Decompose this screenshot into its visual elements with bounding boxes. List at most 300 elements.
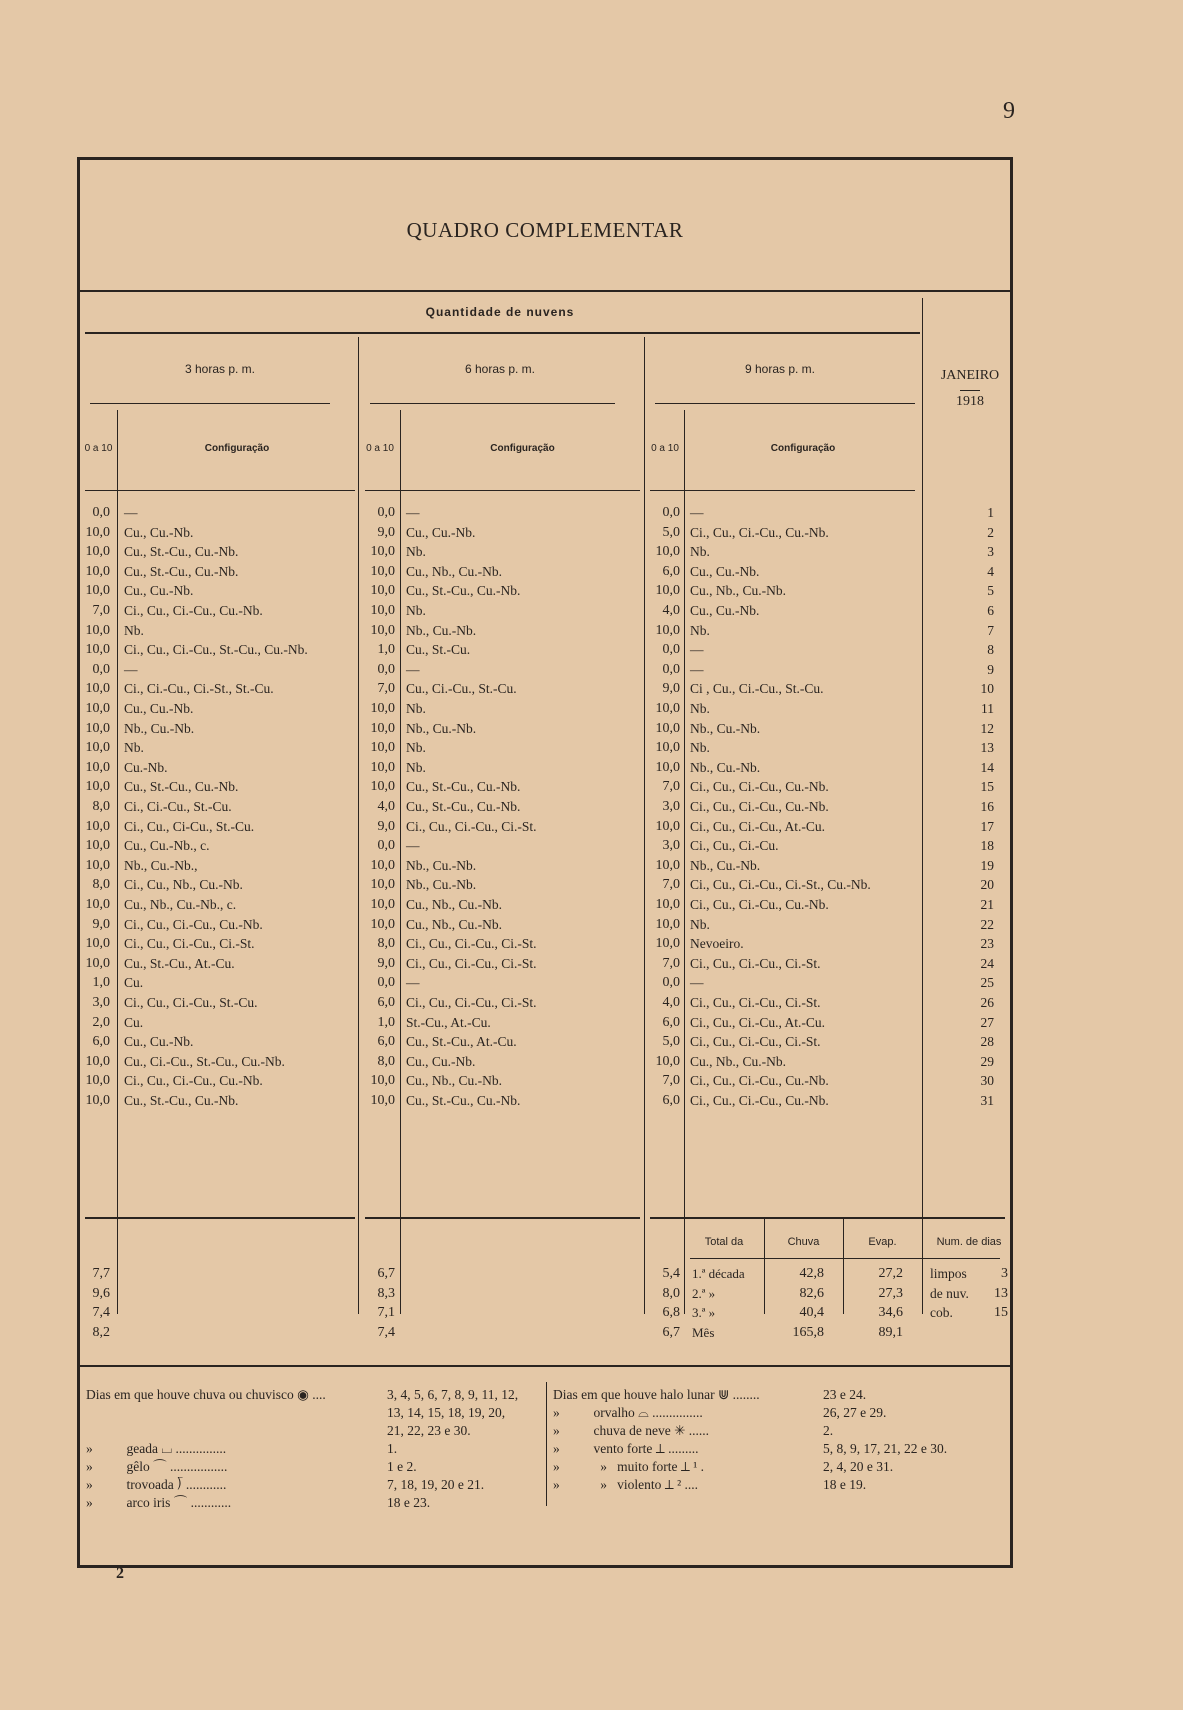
summary-mean-9pm: 6,8 xyxy=(662,1305,680,1321)
sub-rule-2 xyxy=(370,403,615,404)
summary-mean-3pm: 7,4 xyxy=(92,1305,110,1321)
amount-3pm: 10,0 xyxy=(85,1093,110,1108)
amount-9pm: 10,0 xyxy=(655,701,680,716)
config-6pm: Nb. xyxy=(406,603,426,618)
day-number: 6 xyxy=(987,603,994,618)
amount-6pm: 10,0 xyxy=(370,857,395,873)
amount-9pm: 10,0 xyxy=(655,740,680,756)
amount-3pm: 10,0 xyxy=(85,681,110,697)
summary-rain: 40,4 xyxy=(799,1305,824,1321)
summary-rain: 165,8 xyxy=(792,1324,824,1340)
config-6pm: Cu., Nb., Cu.-Nb. xyxy=(406,563,503,579)
col-divider-b xyxy=(400,410,401,1254)
config-3pm: Cu., St.-Cu., Cu.-Nb. xyxy=(124,1093,239,1108)
config-3pm: Cu., Cu.-Nb., c. xyxy=(124,838,210,854)
amount-header-6pm: 0 a 10 xyxy=(366,443,394,454)
amount-9pm: 10,0 xyxy=(655,622,680,638)
config-3pm: Ci., Cu., Ci.-Cu., Ci.-St. xyxy=(124,936,255,952)
config-3pm: — xyxy=(124,505,138,520)
amount-header-9pm: 0 a 10 xyxy=(651,443,679,454)
legend-right-value: 5, 8, 9, 17, 21, 22 e 30. xyxy=(823,1441,948,1456)
amount-3pm: 10,0 xyxy=(85,622,110,638)
config-6pm: Nb., Cu.-Nb. xyxy=(406,720,477,736)
amount-6pm: 9,0 xyxy=(377,524,395,540)
summary-mean-6pm: 7,4 xyxy=(377,1324,395,1340)
amount-9pm: 6,0 xyxy=(662,563,680,579)
summary-mean-6pm: 7,1 xyxy=(377,1305,395,1321)
summary-period: 3.ª » xyxy=(692,1305,716,1321)
config-9pm: Nb., Cu.-Nb. xyxy=(690,720,761,736)
day-number: 3 xyxy=(987,544,994,560)
amount-3pm: 10,0 xyxy=(85,955,110,971)
day-number: 11 xyxy=(981,701,994,716)
summary-total-header: Total da xyxy=(704,1236,744,1248)
config-9pm: Nb. xyxy=(690,701,710,716)
day-number: 24 xyxy=(980,955,994,971)
amount-6pm: 10,0 xyxy=(370,701,395,716)
amount-6pm: 0,0 xyxy=(377,838,395,854)
amount-9pm: 7,0 xyxy=(662,779,680,795)
legend-right-label: » » muito forte ⟂ ¹ . xyxy=(553,1459,705,1474)
day-number: 9 xyxy=(987,661,994,677)
amount-6pm: 9,0 xyxy=(377,955,395,971)
amount-3pm: 10,0 xyxy=(85,583,110,599)
day-number: 23 xyxy=(980,936,994,952)
config-9pm: Cu., Nb., Cu.-Nb. xyxy=(690,583,787,599)
amount-3pm: 10,0 xyxy=(85,759,110,775)
amount-9pm: 10,0 xyxy=(655,544,680,560)
col-divider-c xyxy=(684,410,685,1254)
legend-left-label: » geada ⌴ ............... xyxy=(86,1441,227,1456)
summary-mean-9pm: 6,7 xyxy=(662,1324,680,1340)
amount-3pm: 10,0 xyxy=(85,1073,110,1089)
amount-3pm: 10,0 xyxy=(85,897,110,912)
amount-3pm: 10,0 xyxy=(85,740,110,756)
legend-right-label: Dias em que houve halo lunar ⋓ ........ xyxy=(553,1387,760,1402)
amount-9pm: 10,0 xyxy=(655,1053,680,1069)
header-bottom-2 xyxy=(365,490,640,491)
summary-mean-3pm: 7,7 xyxy=(92,1266,110,1281)
config-6pm: Cu., St.-Cu., Cu.-Nb. xyxy=(406,583,521,599)
legend-rule xyxy=(80,1365,1010,1367)
summary-rain: 82,6 xyxy=(799,1285,824,1301)
amount-3pm: 2,0 xyxy=(92,1014,110,1030)
period-6pm: 6 horas p. m. xyxy=(464,362,536,376)
amount-6pm: 10,0 xyxy=(370,916,395,932)
cloud-quantity-header: Quantidade de nuvens xyxy=(425,305,575,319)
config-3pm: Ci., Cu., Ci.-Cu., St.-Cu., Cu.-Nb. xyxy=(124,642,308,658)
legend-left-value: 1. xyxy=(387,1441,398,1456)
amount-6pm: 10,0 xyxy=(370,1073,395,1089)
day-number: 16 xyxy=(980,799,994,814)
summary-period: Mês xyxy=(692,1324,715,1340)
day-number: 27 xyxy=(980,1014,994,1030)
config-9pm: Ci., Cu., Ci.-Cu., Ci.-St., Cu.-Nb. xyxy=(690,877,871,893)
config-3pm: Cu., Cu.-Nb. xyxy=(124,701,194,716)
amount-6pm: 10,0 xyxy=(370,740,395,756)
amount-9pm: 7,0 xyxy=(662,1073,680,1089)
config-3pm: Ci., Cu., Ci.-Cu., Cu.-Nb. xyxy=(124,916,263,932)
amount-9pm: 10,0 xyxy=(655,720,680,736)
config-3pm: Cu., Ci.-Cu., St.-Cu., Cu.-Nb. xyxy=(124,1053,285,1069)
amount-3pm: 10,0 xyxy=(85,779,110,795)
config-6pm: Cu., St.-Cu., At.-Cu. xyxy=(406,1034,517,1050)
legend-right-label: » chuva de neve ✳ ...... xyxy=(553,1423,710,1438)
config-6pm: Cu., Nb., Cu.-Nb. xyxy=(406,897,503,912)
config-9pm: Ci., Cu., Ci.-Cu. xyxy=(690,838,779,854)
config-3pm: Cu. xyxy=(124,1014,144,1030)
legend-right-value: 26, 27 e 29. xyxy=(823,1405,887,1420)
page-title: QUADRO COMPLEMENTAR xyxy=(406,218,684,242)
config-3pm: Ci., Ci.-Cu., Ci.-St., St.-Cu. xyxy=(124,681,274,697)
day-number: 28 xyxy=(980,1034,994,1050)
amount-6pm: 0,0 xyxy=(377,661,395,677)
legend-left-value: 18 e 23. xyxy=(387,1495,431,1510)
config-9pm: Ci., Cu., Ci.-Cu., Cu.-Nb. xyxy=(690,897,829,912)
config-3pm: Cu., St.-Cu., Cu.-Nb. xyxy=(124,563,239,579)
amount-9pm: 0,0 xyxy=(662,975,680,991)
amount-6pm: 1,0 xyxy=(377,642,395,658)
config-9pm: Ci., Cu., Ci.-Cu., Cu.-Nb. xyxy=(690,799,829,814)
config-3pm: Cu., St.-Cu., Cu.-Nb. xyxy=(124,779,239,795)
config-9pm: Ci., Cu., Ci.-Cu., Ci.-St. xyxy=(690,1034,821,1050)
amount-3pm: 10,0 xyxy=(85,936,110,952)
config-3pm: Nb. xyxy=(124,740,144,756)
config-3pm: Cu., Cu.-Nb. xyxy=(124,583,194,599)
amount-6pm: 10,0 xyxy=(370,563,395,579)
config-3pm: Ci., Ci.-Cu., St.-Cu. xyxy=(124,799,232,814)
legend-right-value: 2. xyxy=(823,1423,834,1438)
config-3pm: Ci., Cu., Ci-Cu., St.-Cu. xyxy=(124,818,255,834)
day-number: 30 xyxy=(980,1073,994,1089)
summary-mean-9pm: 8,0 xyxy=(662,1285,680,1301)
config-6pm: Nb. xyxy=(406,740,426,756)
config-6pm: Nb. xyxy=(406,701,426,716)
amount-3pm: 10,0 xyxy=(85,720,110,736)
config-6pm: Cu., Cu.-Nb. xyxy=(406,1053,476,1069)
config-9pm: Cu., Cu.-Nb. xyxy=(690,563,760,579)
config-9pm: Nb. xyxy=(690,916,710,932)
amount-3pm: 10,0 xyxy=(85,642,110,658)
config-3pm: Cu., St.-Cu., At.-Cu. xyxy=(124,955,235,971)
summary-day-label: limpos xyxy=(930,1266,967,1281)
amount-9pm: 10,0 xyxy=(655,857,680,873)
summary-day-count: 15 xyxy=(994,1305,1008,1321)
config-6pm: Cu., Nb., Cu.-Nb. xyxy=(406,916,503,932)
config-3pm: Cu., Cu.-Nb. xyxy=(124,1034,194,1050)
config-3pm: Cu., Cu.-Nb. xyxy=(124,524,194,540)
page-number: 9 xyxy=(1003,98,1015,124)
config-6pm: Cu., St.-Cu., Cu.-Nb. xyxy=(406,779,521,795)
config-9pm: Ci., Cu., Ci.-Cu., Cu.-Nb. xyxy=(690,779,829,795)
legend-right-label: » vento forte ⟂ ......... xyxy=(553,1441,699,1456)
config-9pm: Nb. xyxy=(690,622,710,638)
legend-left-label: » trovoada ⟌ ............ xyxy=(86,1477,227,1492)
sub-rule-1 xyxy=(90,403,330,404)
amount-9pm: 5,0 xyxy=(662,524,680,540)
config-9pm: Ci., Cu., Ci.-Cu., Ci.-St. xyxy=(690,955,821,971)
day-number: 1 xyxy=(987,505,994,520)
day-number: 5 xyxy=(987,583,994,599)
amount-9pm: 4,0 xyxy=(662,603,680,618)
config-9pm: Cu., Cu.-Nb. xyxy=(690,603,760,618)
summary-col-b xyxy=(358,1218,359,1314)
amount-3pm: 0,0 xyxy=(92,661,110,677)
config-6pm: Cu., Ci.-Cu., St.-Cu. xyxy=(406,681,517,697)
amount-6pm: 10,0 xyxy=(370,544,395,560)
amount-6pm: 10,0 xyxy=(370,779,395,795)
day-number: 29 xyxy=(980,1053,994,1069)
config-9pm: Ci., Cu., Ci.-Cu., Cu.-Nb. xyxy=(690,524,829,540)
amount-6pm: 8,0 xyxy=(377,1053,395,1069)
legend-divider xyxy=(546,1382,547,1506)
day-number: 18 xyxy=(980,838,994,854)
col-divider-a xyxy=(117,410,118,1254)
amount-9pm: 10,0 xyxy=(655,818,680,834)
summary-col-a xyxy=(117,1218,118,1314)
amount-6pm: 1,0 xyxy=(377,1014,395,1030)
config-6pm: Nb. xyxy=(406,759,426,775)
config-6pm: Nb., Cu.-Nb. xyxy=(406,622,477,638)
config-9pm: Ci., Cu., Ci.-Cu., Ci.-St. xyxy=(690,995,821,1010)
day-number: 4 xyxy=(987,563,994,579)
amount-6pm: 6,0 xyxy=(377,1034,395,1050)
amount-9pm: 4,0 xyxy=(662,995,680,1010)
summary-rule-3 xyxy=(650,1217,1005,1219)
summary-mean-6pm: 8,3 xyxy=(377,1285,395,1301)
amount-6pm: 8,0 xyxy=(377,936,395,952)
summary-rule-1 xyxy=(85,1217,355,1219)
config-9pm: — xyxy=(690,661,704,677)
summary-day-label: de nuv. xyxy=(930,1285,969,1301)
config-6pm: Cu., Cu.-Nb. xyxy=(406,524,476,540)
summary-mean-9pm: 5,4 xyxy=(662,1266,680,1281)
header-bottom-1 xyxy=(85,490,355,491)
amount-9pm: 3,0 xyxy=(662,799,680,814)
amount-9pm: 3,0 xyxy=(662,838,680,854)
config-6pm: Cu., Nb., Cu.-Nb. xyxy=(406,1073,503,1089)
config-6pm: St.-Cu., At.-Cu. xyxy=(406,1014,491,1030)
amount-3pm: 1,0 xyxy=(92,975,110,991)
table-frame xyxy=(77,157,1013,1568)
period-3pm: 3 horas p. m. xyxy=(184,362,256,376)
month-rule xyxy=(960,390,980,391)
amount-3pm: 6,0 xyxy=(92,1034,110,1050)
legend-right-label: » » violento ⟂ ² .... xyxy=(553,1477,699,1492)
amount-9pm: 0,0 xyxy=(662,642,680,658)
day-number: 8 xyxy=(987,642,994,658)
day-number: 12 xyxy=(980,720,994,736)
config-9pm: Ci., Cu., Ci.-Cu., At.-Cu. xyxy=(690,818,826,834)
footer-number: 2 xyxy=(116,1565,124,1582)
summary-days-header: Num. de dias xyxy=(936,1236,1002,1248)
amount-6pm: 10,0 xyxy=(370,583,395,599)
amount-9pm: 6,0 xyxy=(662,1093,680,1108)
legend-right-label: » orvalho ⌓ ............... xyxy=(553,1405,703,1420)
day-number: 17 xyxy=(980,818,994,834)
legend-left-label: » gêlo ⌒ ................. xyxy=(86,1459,228,1474)
config-header-6pm: Configuração xyxy=(490,443,555,454)
config-6pm: — xyxy=(406,505,420,520)
config-header-9pm: Configuração xyxy=(770,443,836,454)
config-6pm: Ci., Cu., Ci.-Cu., Ci.-St. xyxy=(406,936,537,952)
col-divider-2 xyxy=(644,337,645,1254)
summary-day-count: 13 xyxy=(994,1285,1008,1301)
amount-9pm: 10,0 xyxy=(655,916,680,932)
summary-mean-3pm: 9,6 xyxy=(92,1285,110,1301)
legend-right-value: 2, 4, 20 e 31. xyxy=(823,1459,894,1474)
day-number: 20 xyxy=(980,877,994,893)
config-3pm: Cu.-Nb. xyxy=(124,759,168,775)
day-number: 22 xyxy=(980,916,994,932)
config-6pm: Cu., St.-Cu. xyxy=(406,642,471,658)
summary-day-count: 3 xyxy=(1001,1266,1008,1281)
legend-right-value: 18 e 19. xyxy=(823,1477,867,1492)
amount-9pm: 10,0 xyxy=(655,583,680,599)
amount-3pm: 0,0 xyxy=(92,505,110,520)
config-6pm: Nb., Cu.-Nb. xyxy=(406,857,477,873)
day-number: 31 xyxy=(980,1093,994,1108)
config-6pm: Nb. xyxy=(406,544,426,560)
summary-rule-2 xyxy=(365,1217,640,1219)
config-3pm: Nb., Cu.-Nb. xyxy=(124,720,195,736)
config-6pm: — xyxy=(406,661,420,677)
amount-6pm: 7,0 xyxy=(377,681,395,697)
summary-evap: 34,6 xyxy=(878,1305,903,1321)
amount-3pm: 10,0 xyxy=(85,1053,110,1069)
legend-left-label: » arco iris ⌒ ............ xyxy=(86,1495,232,1510)
amount-6pm: 10,0 xyxy=(370,1093,395,1108)
amount-3pm: 10,0 xyxy=(85,857,110,873)
summary-col-c xyxy=(400,1218,401,1314)
header-bottom-3 xyxy=(650,490,915,491)
summary-evap-header: Evap. xyxy=(868,1236,897,1248)
amount-6pm: 0,0 xyxy=(377,975,395,991)
amount-3pm: 7,0 xyxy=(92,603,110,618)
summary-day-label: cob. xyxy=(930,1305,953,1321)
summary-col-d xyxy=(644,1218,645,1314)
config-9pm: — xyxy=(690,975,704,991)
summary-rain-header: Chuva xyxy=(787,1236,820,1248)
config-header-3pm: Configuração xyxy=(204,443,270,454)
amount-9pm: 0,0 xyxy=(662,505,680,520)
amount-9pm: 10,0 xyxy=(655,936,680,952)
legend-left-value: 3, 4, 5, 6, 7, 8, 9, 11, 12, 13, 14, 15, 18, 19, 20, 21, 22, 23 e 30. xyxy=(387,1387,519,1438)
amount-6pm: 4,0 xyxy=(377,799,395,814)
amount-9pm: 7,0 xyxy=(662,877,680,893)
config-3pm: Ci., Cu., Ci.-Cu., St.-Cu. xyxy=(124,995,258,1010)
config-6pm: — xyxy=(406,975,420,991)
amount-3pm: 3,0 xyxy=(92,995,110,1010)
amount-9pm: 6,0 xyxy=(662,1014,680,1030)
amount-3pm: 8,0 xyxy=(92,877,110,893)
config-9pm: Nb., Cu.-Nb. xyxy=(690,857,761,873)
summary-period: 2.ª » xyxy=(692,1285,716,1301)
amount-6pm: 0,0 xyxy=(377,505,395,520)
config-9pm: Ci., Cu., Ci.-Cu., Cu.-Nb. xyxy=(690,1093,829,1108)
day-number: 14 xyxy=(980,759,994,775)
config-6pm: Ci., Cu., Ci.-Cu., Ci.-St. xyxy=(406,955,537,971)
amount-6pm: 9,0 xyxy=(377,818,395,834)
config-9pm: Cu., Nb., Cu.-Nb. xyxy=(690,1053,787,1069)
month-label: JANEIRO xyxy=(940,368,1000,383)
header-rule xyxy=(85,332,920,334)
amount-9pm: 7,0 xyxy=(662,955,680,971)
config-9pm: Nb. xyxy=(690,544,710,560)
amount-3pm: 9,0 xyxy=(92,916,110,932)
amount-6pm: 10,0 xyxy=(370,759,395,775)
amount-3pm: 8,0 xyxy=(92,799,110,814)
day-number: 26 xyxy=(980,995,994,1010)
day-number: 19 xyxy=(980,857,994,873)
day-number: 10 xyxy=(980,681,994,697)
day-number: 13 xyxy=(980,740,994,756)
day-number: 21 xyxy=(980,897,994,912)
title-divider xyxy=(80,290,1010,292)
day-number: 2 xyxy=(987,524,994,540)
config-9pm: Nb., Cu.-Nb. xyxy=(690,759,761,775)
year-label: 1918 xyxy=(956,394,984,409)
amount-3pm: 10,0 xyxy=(85,544,110,560)
summary-mean-6pm: 6,7 xyxy=(377,1266,395,1281)
config-9pm: Ci , Cu., Ci.-Cu., St.-Cu. xyxy=(690,681,824,697)
summary-evap: 27,3 xyxy=(878,1285,903,1301)
config-9pm: — xyxy=(690,642,704,658)
amount-3pm: 10,0 xyxy=(85,701,110,716)
config-3pm: Cu. xyxy=(124,975,144,991)
amount-6pm: 10,0 xyxy=(370,897,395,912)
config-6pm: Cu., St.-Cu., Cu.-Nb. xyxy=(406,1093,521,1108)
amount-3pm: 10,0 xyxy=(85,838,110,854)
summary-rain: 42,8 xyxy=(799,1266,824,1281)
summary-mean-3pm: 8,2 xyxy=(92,1324,110,1340)
period-9pm: 9 horas p. m. xyxy=(744,362,816,376)
config-3pm: Cu., St.-Cu., Cu.-Nb. xyxy=(124,544,239,560)
amount-9pm: 0,0 xyxy=(662,661,680,677)
config-3pm: Ci., Cu., Ci.-Cu., Cu.-Nb. xyxy=(124,603,263,618)
amount-3pm: 10,0 xyxy=(85,524,110,540)
amount-6pm: 10,0 xyxy=(370,622,395,638)
legend-right-value: 23 e 24. xyxy=(823,1387,867,1402)
amount-3pm: 10,0 xyxy=(85,563,110,579)
summary-header-rule xyxy=(690,1258,1000,1259)
day-number: 25 xyxy=(980,975,994,991)
config-6pm: — xyxy=(406,838,420,854)
config-9pm: Ci., Cu., Ci.-Cu., Cu.-Nb. xyxy=(690,1073,829,1089)
amount-6pm: 10,0 xyxy=(370,877,395,893)
summary-period: 1.ª década xyxy=(692,1266,745,1281)
legend-left-label: Dias em que houve chuva ou chuvisco ◉ .... xyxy=(86,1387,326,1402)
config-9pm: Ci., Cu., Ci.-Cu., At.-Cu. xyxy=(690,1014,826,1030)
config-3pm: Nb., Cu.-Nb., xyxy=(124,857,198,873)
config-9pm: Nb. xyxy=(690,740,710,756)
summary-evap: 89,1 xyxy=(878,1324,903,1340)
config-6pm: Ci., Cu., Ci.-Cu., Ci.-St. xyxy=(406,995,537,1010)
amount-9pm: 10,0 xyxy=(655,897,680,912)
config-6pm: Nb., Cu.-Nb. xyxy=(406,877,477,893)
config-9pm: Nevoeiro. xyxy=(690,936,744,952)
amount-3pm: 10,0 xyxy=(85,818,110,834)
amount-header-3pm: 0 a 10 xyxy=(84,443,113,454)
legend-left-value: 1 e 2. xyxy=(387,1459,417,1474)
config-3pm: Nb. xyxy=(124,622,144,638)
summary-evap: 27,2 xyxy=(878,1266,903,1281)
amount-6pm: 10,0 xyxy=(370,603,395,618)
config-3pm: Ci., Cu., Nb., Cu.-Nb. xyxy=(124,877,243,893)
amount-6pm: 6,0 xyxy=(377,995,395,1010)
legend-left-value: 7, 18, 19, 20 e 21. xyxy=(387,1477,485,1492)
config-3pm: Cu., Nb., Cu.-Nb., c. xyxy=(124,897,237,912)
